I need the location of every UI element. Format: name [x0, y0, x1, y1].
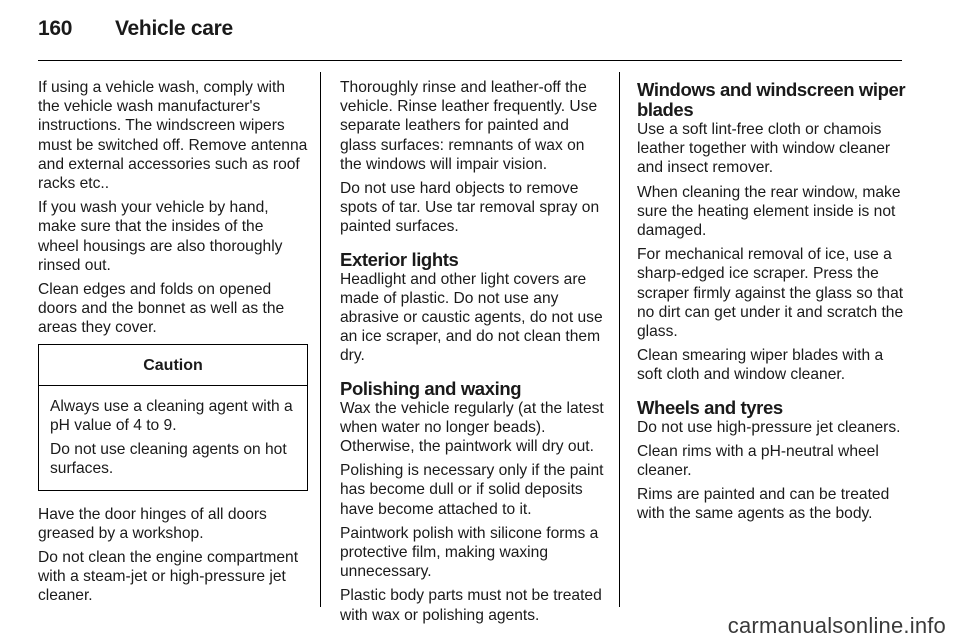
polishing-waxing-heading: Polishing and waxing	[340, 377, 522, 399]
rims-cleaner-paragraph: Clean rims with a pH-neutral wheel cleaner.	[637, 442, 879, 480]
caution-hot-surfaces-paragraph: Do not use cleaning agents on hot surfaces.	[50, 441, 287, 478]
polishing-necessary-paragraph: Polishing is necessary only if the paint has become dull or if solid deposits have become attached to it.	[340, 462, 604, 518]
wiper-blades-paragraph: Clean smearing wiper blades with a soft cloth and window cleaner.	[637, 347, 884, 384]
caution-box	[38, 344, 308, 491]
caution-title: Caution	[39, 345, 307, 386]
exterior-lights-paragraph: Headlight and other light covers are made of plastic. Do not use any abrasive or caustic agents, do not use an ice scraper, and do not clean them dry.	[340, 270, 603, 365]
column-divider-1	[320, 72, 321, 607]
page-number: 160	[38, 17, 73, 40]
engine-compartment-paragraph: Do not clean the engine compartment with a steam-jet or high-pressure jet cleaner.	[38, 549, 299, 605]
page-title: Vehicle care	[115, 17, 233, 40]
tar-spots-paragraph: Do not use hard objects to remove spots of tar. Use tar removal spray on painted surfaces.	[340, 180, 600, 236]
wax-regularly-paragraph: Wax the vehicle regularly (at the latest when water no longer beads). Otherwise, the paintwork will dry out.	[340, 399, 604, 456]
exterior-lights-heading: Exterior lights	[340, 248, 459, 270]
high-pressure-paragraph: Do not use high-pressure jet cleaners.	[637, 418, 901, 436]
plastic-parts-paragraph: Plastic body parts must not be treated with wax or polishing agents.	[340, 587, 602, 624]
vehicle-wash-paragraph: If using a vehicle wash, comply with the vehicle wash manufacturer's instructions. The windscreen wipers must be switched off. Remove antenna and external accessories such as roof racks etc..	[38, 79, 308, 193]
header-rule	[38, 60, 902, 61]
rinse-paragraph: Thoroughly rinse and leather-off the vehicle. Rinse leather frequently. Use separate leathers for painted and glass surfaces: remnants of wax on the windows will impair vision.	[340, 79, 598, 173]
rear-window-paragraph: When cleaning the rear window, make sure the heating element inside is not damaged.	[637, 183, 901, 240]
caution-body	[39, 386, 307, 490]
wheels-tyres-heading: Wheels and tyres	[637, 396, 783, 418]
caution-ph-paragraph: Always use a cleaning agent with a pH value of 4 to 9.	[50, 397, 293, 435]
edges-folds-paragraph: Clean edges and folds on opened doors and the bonnet as well as the areas they cover.	[38, 281, 285, 337]
ice-removal-paragraph: For mechanical removal of ice, use a sharp-edged ice scraper. Press the scraper firmly against the glass so that no dirt can get under it and scratch the glass.	[637, 246, 904, 341]
silicone-polish-paragraph: Paintwork polish with silicone forms a protective film, making waxing unnecessary.	[340, 524, 599, 581]
column-1	[38, 78, 308, 611]
door-hinges-paragraph: Have the door hinges of all doors greased by a workshop.	[38, 505, 267, 542]
column-2	[340, 78, 608, 630]
soft-cloth-paragraph: Use a soft lint-free cloth or chamois leather together with window cleaner and insect remover.	[637, 121, 891, 177]
column-divider-2	[619, 72, 620, 607]
rims-painted-paragraph: Rims are painted and can be treated with the same agents as the body.	[637, 486, 890, 523]
hand-wash-paragraph: If you wash your vehicle by hand, make sure that the insides of the wheel housings are also thoroughly rinsed out.	[38, 199, 283, 274]
watermark: carmanualsonline.info	[727, 613, 946, 638]
column-3	[637, 78, 907, 529]
windows-wipers-heading: Windows and windscreen wiper blades	[637, 79, 906, 120]
